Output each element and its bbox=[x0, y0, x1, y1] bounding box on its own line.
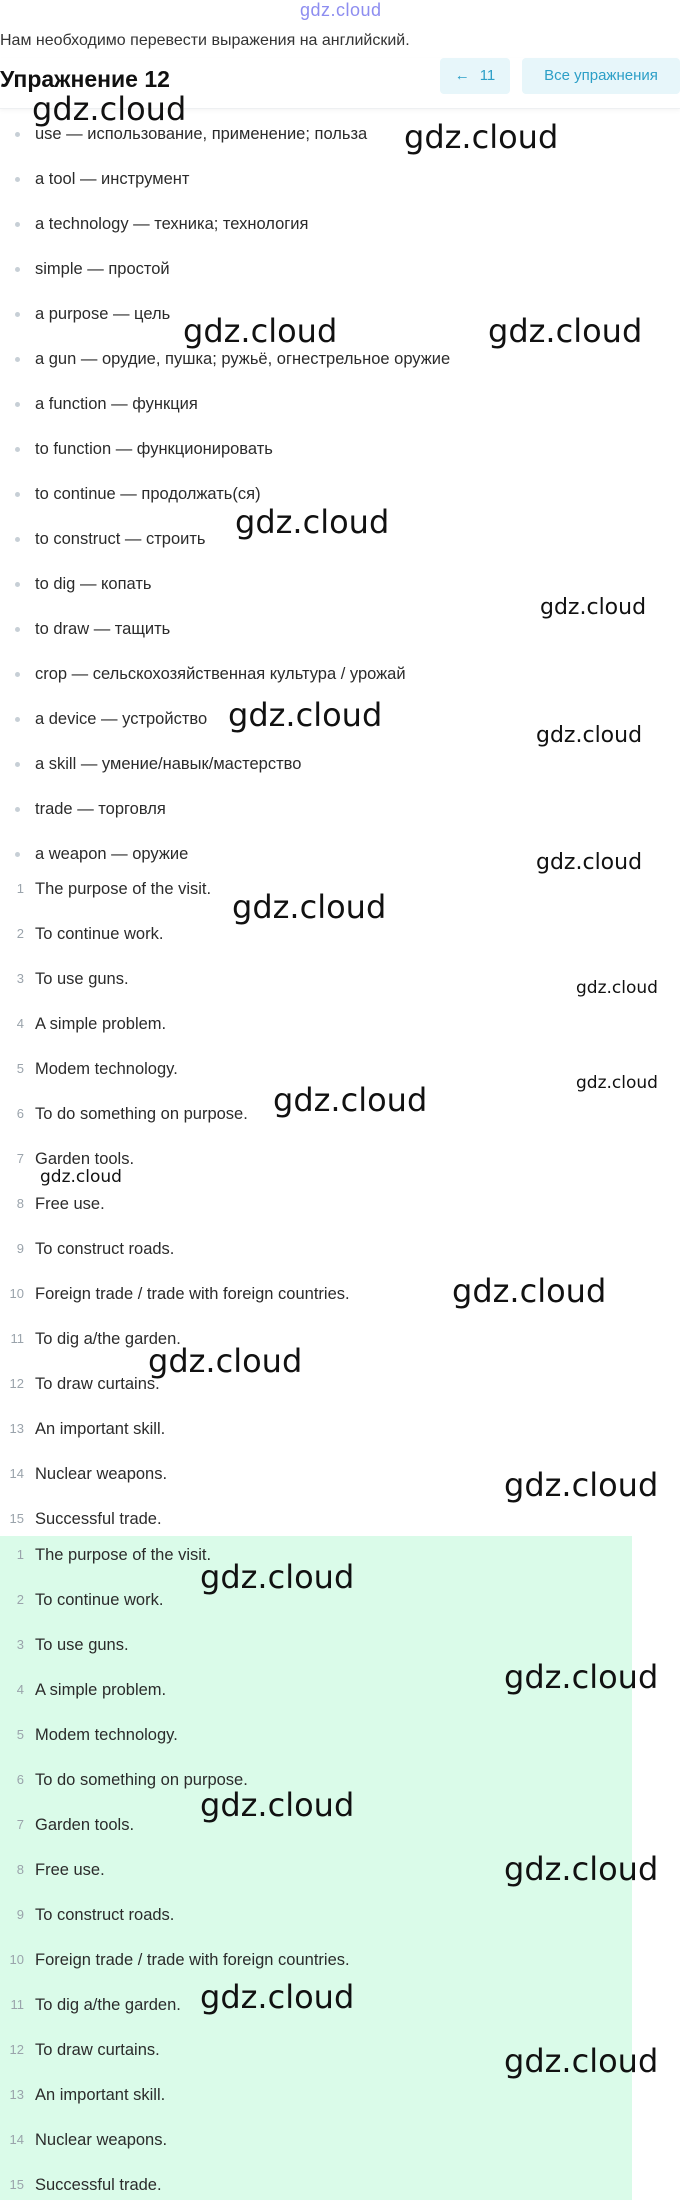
bullet-icon bbox=[15, 627, 20, 632]
item-number: 13 bbox=[9, 2087, 24, 2102]
vocab-text: use — использование, применение; польза bbox=[35, 125, 368, 143]
item-number: 6 bbox=[16, 1106, 24, 1121]
sentence-text: To use guns. bbox=[35, 970, 129, 988]
watermark: gdz.cloud bbox=[200, 1558, 355, 1596]
vocab-text: a gun — орудие, пушка; ружьё, огнестрельное оружие bbox=[35, 350, 451, 368]
watermark: gdz.cloud bbox=[228, 696, 383, 734]
bullet-icon bbox=[15, 312, 20, 317]
vocab-text: a device — устройство bbox=[35, 710, 208, 728]
item-number: 5 bbox=[16, 1727, 24, 1742]
item-number: 5 bbox=[16, 1061, 24, 1076]
vocab-text: trade — торговля bbox=[35, 800, 166, 818]
item-number: 6 bbox=[16, 1772, 24, 1787]
bullet-icon bbox=[15, 402, 20, 407]
vocab-text: a skill — умение/навык/мастерство bbox=[35, 755, 302, 773]
sentence-text: To construct roads. bbox=[35, 1240, 175, 1258]
watermark: gdz.cloud bbox=[536, 723, 643, 748]
item-number: 1 bbox=[16, 1547, 24, 1562]
previous-exercise-button[interactable] bbox=[440, 58, 510, 94]
sentence-text: To continue work. bbox=[35, 925, 164, 943]
previous-exercise-label: 11 bbox=[479, 67, 496, 84]
answer-text: To do something on purpose. bbox=[35, 1771, 248, 1789]
sentence-text: Successful trade. bbox=[35, 1510, 162, 1528]
bullet-icon bbox=[15, 852, 20, 857]
vocab-text: to continue — продолжать(ся) bbox=[35, 485, 261, 503]
bullet-icon bbox=[15, 762, 20, 767]
item-number: 8 bbox=[16, 1196, 24, 1211]
answer-text: Modem technology. bbox=[35, 1726, 178, 1744]
vocab-text: a purpose — цель bbox=[35, 305, 171, 323]
vocab-text: a technology — техника; технология bbox=[35, 215, 309, 233]
answer-text: Successful trade. bbox=[35, 2176, 162, 2194]
bullet-icon bbox=[15, 177, 20, 182]
sentence-text: Modem technology. bbox=[35, 1060, 178, 1078]
answer-text: An important skill. bbox=[35, 2086, 166, 2104]
exercise-header bbox=[0, 58, 680, 109]
sentence-text: Foreign trade / trade with foreign countries. bbox=[35, 1285, 350, 1303]
watermark: gdz.cloud bbox=[536, 850, 643, 875]
bullet-icon bbox=[15, 222, 20, 227]
answer-text: Garden tools. bbox=[35, 1816, 135, 1834]
watermark: gdz.cloud bbox=[452, 1272, 607, 1310]
watermark: gdz.cloud bbox=[576, 1073, 658, 1093]
bullet-icon bbox=[15, 492, 20, 497]
watermark: gdz.cloud bbox=[232, 888, 387, 926]
item-number: 7 bbox=[16, 1817, 24, 1832]
answer-text: A simple problem. bbox=[35, 1681, 167, 1699]
watermark: gdz.cloud bbox=[504, 1466, 659, 1504]
watermark: gdz.cloud bbox=[200, 1978, 355, 2016]
answer-text: To continue work. bbox=[35, 1591, 164, 1609]
item-number: 2 bbox=[16, 926, 24, 941]
vocab-text: to function — функционировать bbox=[35, 440, 273, 458]
vocab-text: a tool — инструмент bbox=[35, 170, 190, 188]
answer-text: Foreign trade / trade with foreign countries. bbox=[35, 1951, 350, 1969]
bullet-icon bbox=[15, 537, 20, 542]
sentence-text: Free use. bbox=[35, 1195, 105, 1213]
item-number: 3 bbox=[16, 1637, 24, 1652]
answer-text: Nuclear weapons. bbox=[35, 2131, 168, 2149]
watermark: gdz.cloud bbox=[488, 312, 643, 350]
vocab-text: to draw — тащить bbox=[35, 620, 171, 638]
item-number: 13 bbox=[9, 1421, 24, 1436]
watermark: gdz.cloud bbox=[40, 1167, 122, 1187]
item-number: 10 bbox=[9, 1286, 24, 1301]
intro-text: Нам необходимо перевести выражения на английский. bbox=[0, 32, 410, 49]
item-number: 10 bbox=[9, 1952, 24, 1967]
sentence-text: To draw curtains. bbox=[35, 1375, 160, 1393]
item-number: 15 bbox=[9, 1511, 24, 1526]
vocab-text: simple — простой bbox=[35, 260, 170, 278]
answer-text: To use guns. bbox=[35, 1636, 129, 1654]
watermark: gdz.cloud bbox=[235, 503, 390, 541]
exercise-title: Упражнение 12 bbox=[0, 66, 170, 92]
sentence-text: To dig a/the garden. bbox=[35, 1330, 181, 1348]
answer-text: To dig a/the garden. bbox=[35, 1996, 181, 2014]
watermark: gdz.cloud bbox=[32, 90, 187, 128]
sentence-text: A simple problem. bbox=[35, 1015, 167, 1033]
item-number: 4 bbox=[16, 1016, 24, 1031]
watermark: gdz.cloud bbox=[273, 1081, 428, 1119]
item-number: 12 bbox=[9, 1376, 24, 1391]
answer-text: To draw curtains. bbox=[35, 2041, 160, 2059]
vocab-text: a function — функция bbox=[35, 395, 198, 413]
item-number: 14 bbox=[9, 2132, 24, 2147]
sentence-text: Garden tools. bbox=[35, 1150, 135, 1168]
bullet-icon bbox=[15, 267, 20, 272]
bullet-icon bbox=[15, 447, 20, 452]
site-logo[interactable]: gdz.cloud bbox=[300, 0, 382, 20]
vocab-text: crop — сельскохозяйственная культура / урожай bbox=[35, 665, 406, 683]
sentence-text: To do something on purpose. bbox=[35, 1105, 248, 1123]
item-number: 9 bbox=[16, 1907, 24, 1922]
item-number: 14 bbox=[9, 1466, 24, 1481]
vocab-text: to construct — строить bbox=[35, 530, 206, 548]
bullet-icon bbox=[15, 672, 20, 677]
watermark: gdz.cloud bbox=[148, 1342, 303, 1380]
sentence-text: An important skill. bbox=[35, 1420, 166, 1438]
vocab-text: to dig — копать bbox=[35, 575, 152, 593]
answer-text: To construct roads. bbox=[35, 1906, 175, 1924]
all-exercises-button[interactable]: Все упражнения bbox=[522, 58, 680, 94]
item-number: 2 bbox=[16, 1592, 24, 1607]
item-number: 4 bbox=[16, 1682, 24, 1697]
watermark: gdz.cloud bbox=[504, 2042, 659, 2080]
watermark: gdz.cloud bbox=[404, 118, 559, 156]
watermark: gdz.cloud bbox=[200, 1786, 355, 1824]
vocab-text: a weapon — оружие bbox=[35, 845, 189, 863]
item-number: 11 bbox=[10, 1997, 24, 2012]
item-number: 11 bbox=[10, 1331, 24, 1346]
sentence-text: Nuclear weapons. bbox=[35, 1465, 168, 1483]
bullet-icon bbox=[15, 132, 20, 137]
watermark: gdz.cloud bbox=[504, 1658, 659, 1696]
arrow-left-icon: ← bbox=[454, 67, 470, 84]
sentence-text: The purpose of the visit. bbox=[35, 880, 212, 898]
watermark: gdz.cloud bbox=[183, 312, 338, 350]
watermark: gdz.cloud bbox=[576, 978, 658, 998]
bullet-icon bbox=[15, 357, 20, 362]
item-number: 15 bbox=[9, 2177, 24, 2192]
bullet-icon bbox=[15, 582, 20, 587]
item-number: 8 bbox=[16, 1862, 24, 1877]
item-number: 3 bbox=[16, 971, 24, 986]
item-number: 7 bbox=[16, 1151, 24, 1166]
watermark: gdz.cloud bbox=[504, 1850, 659, 1888]
answer-block bbox=[0, 1536, 632, 2200]
item-number: 9 bbox=[16, 1241, 24, 1256]
answer-text: Free use. bbox=[35, 1861, 105, 1879]
item-number: 12 bbox=[9, 2042, 24, 2057]
bullet-icon bbox=[15, 717, 20, 722]
bullet-icon bbox=[15, 807, 20, 812]
watermark: gdz.cloud bbox=[540, 595, 647, 620]
item-number: 1 bbox=[16, 881, 24, 896]
answer-text: The purpose of the visit. bbox=[35, 1546, 212, 1564]
